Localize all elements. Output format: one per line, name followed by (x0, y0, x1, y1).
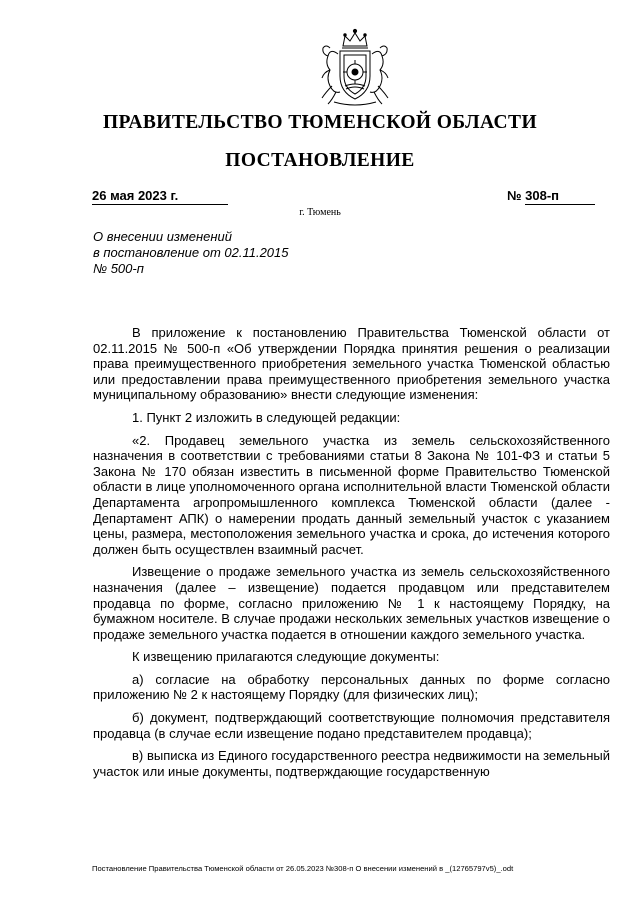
organization-title: ПРАВИТЕЛЬСТВО ТЮМЕНСКОЙ ОБЛАСТИ (102, 112, 538, 133)
body-paragraph: В приложение к постановлению Правительства Тюменской области от 02.11.2015 № 500-п «Об утверждении Порядка принятия решения о реализации права преимущественного приобретения земельного участка Тюменской областью или предоставлении права преимущественного приобретения земельного участка муниципальному образованию» внести следующие изменения: (93, 325, 610, 403)
body-paragraph: К извещению прилагаются следующие документы: (132, 649, 440, 665)
body-paragraph: 1. Пункт 2 изложить в следующей редакции: (132, 409, 401, 425)
subject-line: О внесении изменений (93, 229, 232, 244)
document-number: 308-п (525, 188, 595, 205)
page-footer: Постановление Правительства Тюменской области от 26.05.2023 №308-п О внесении изменений в _(12765797v5)_.odt (92, 864, 514, 873)
body-paragraph: в) выписка из Единого государственного реестра недвижимости на земельный участок или иные документы, подтверждающие государственную (93, 748, 610, 779)
coat-of-arms-icon (316, 26, 394, 108)
body-paragraph: б) документ, подтверждающий соответствующие полномочия представителя продавца (в случае если извещение подано представителем продавца); (93, 710, 610, 741)
body-paragraph: а) согласие на обработку персональных данных по форме согласно приложению № 2 к настоящему Порядку (для физических лиц); (93, 671, 610, 703)
city-label: г. Тюмень (299, 207, 341, 218)
document-date: 26 мая 2023 г. (92, 188, 228, 205)
subject-line: в постановление от 02.11.2015 (93, 245, 289, 260)
document-body (93, 325, 610, 786)
body-paragraph: Извещение о продаже земельного участка из земель сельскохозяйственного назначения (далее – извещение) подается продавцом или представителем продавца по форме, согласно приложению № 1 к настоящему Порядку, на бумажном носителе. В случае продажи нескольких земельных участков извещение о продаже земельного участка подается в отношении каждого земельного участка. (93, 564, 610, 642)
subject-line: № 500-п (93, 261, 144, 276)
document-number-field (507, 188, 595, 205)
number-sign: № (507, 188, 522, 203)
body-paragraph: «2. Продавец земельного участка из земель сельскохозяйственного назначения в соответствии с требованиями статьи 8 Закона № 101-ФЗ и статьи 5 Закона № 170 обязан известить в письменной форме Правительство Тюменской области в лице уполномоченного органа исполнительной власти Тюменской области Департамента агропромышленного комплекса Тюменской области (далее - Департамент АПК) о намерении продать данный земельный участок с указанием цены, размера, местоположения земельного участка и срока, до истечения которого должен быть осуществлен взаимный расчет. (93, 432, 610, 557)
document-subject (93, 229, 353, 277)
document-type: ПОСТАНОВЛЕНИЕ (225, 150, 415, 171)
